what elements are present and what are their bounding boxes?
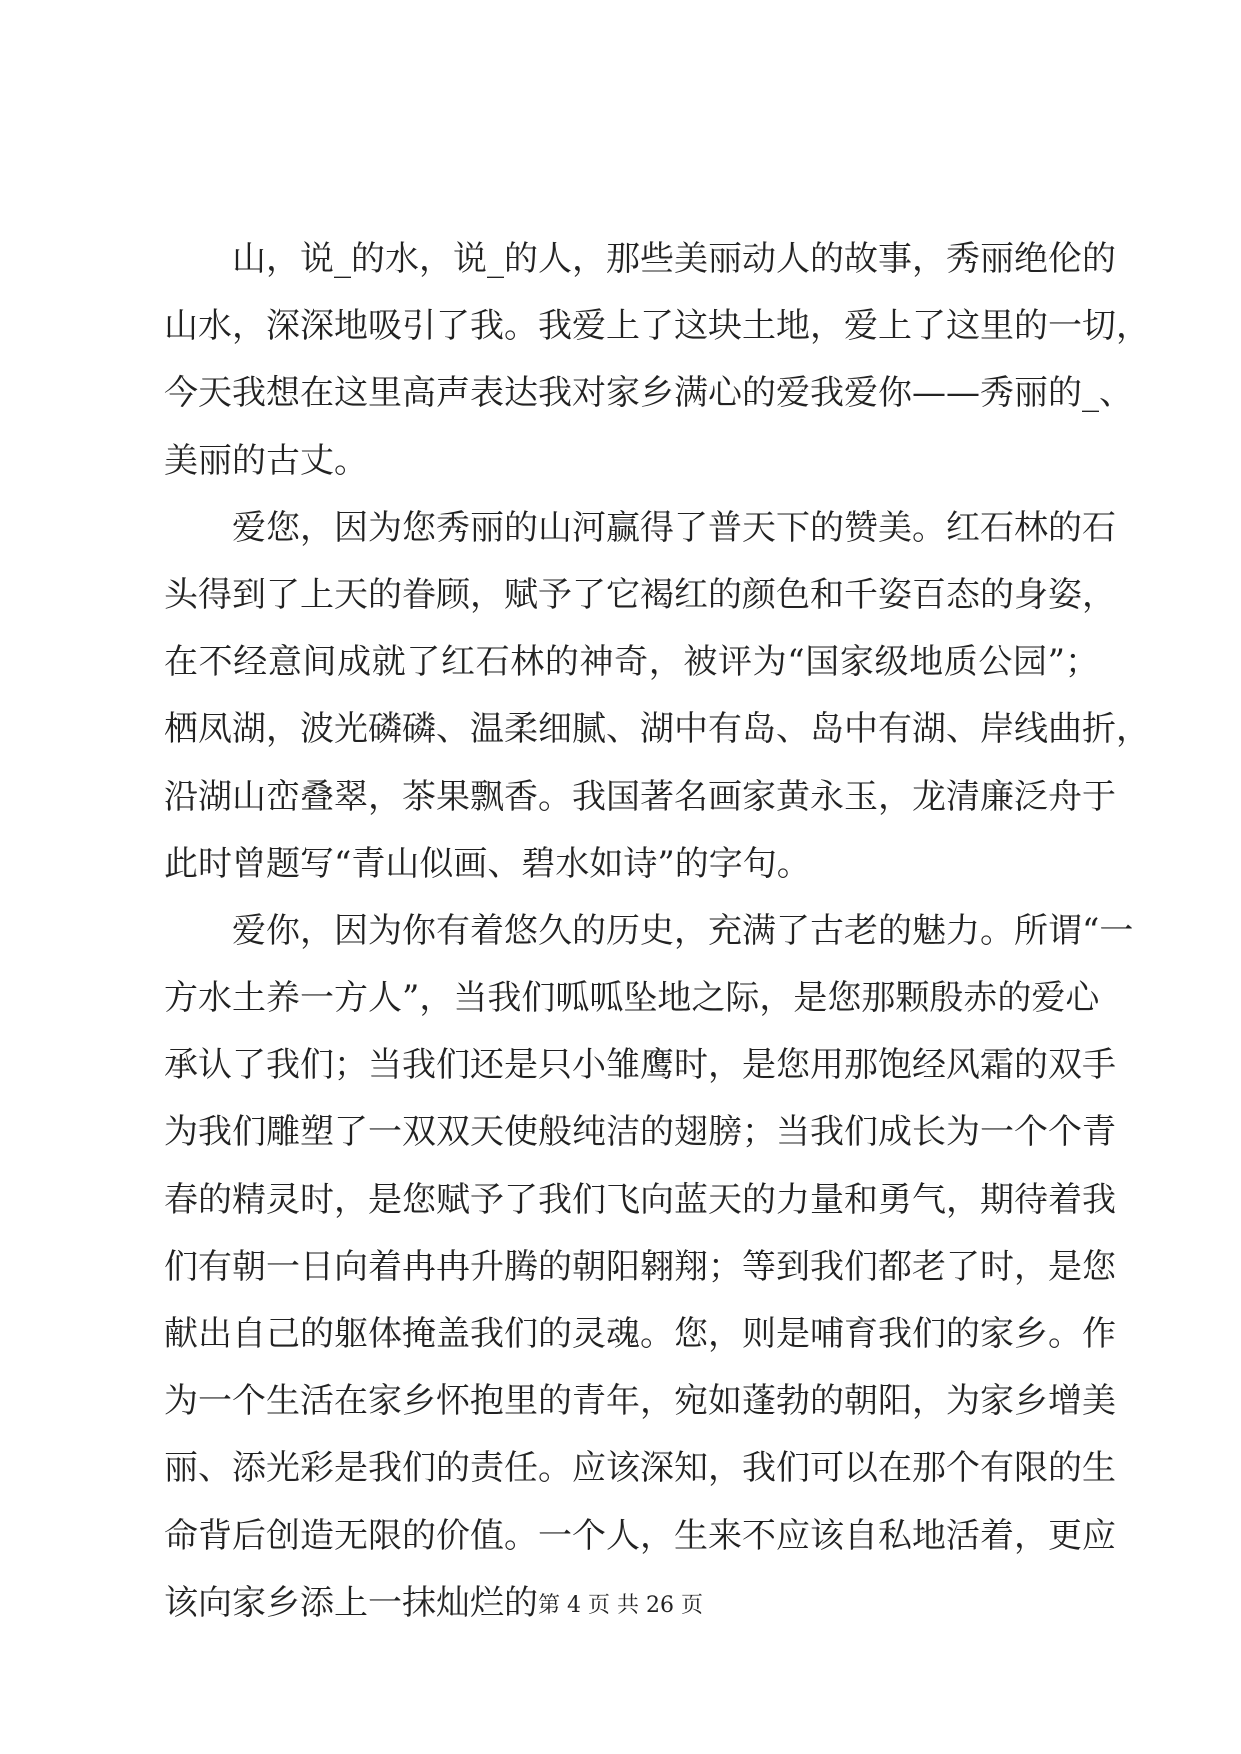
text-line: 山，说_的水，说_的人，那些美丽动人的故事，秀丽绝伦的: [232, 239, 1116, 279]
text-line: 们有朝一日向着冉冉升腾的朝阳翱翔；等到我们都老了时，是您: [164, 1246, 1116, 1287]
text-line: 为我们雕塑了一双双天使般纯洁的翅膀；当我们成长为一个个青: [164, 1112, 1116, 1153]
text-line: 丽、添光彩是我们的责任。应该深知，我们可以在那个有限的生: [164, 1448, 1116, 1489]
page-number-footer: 第 4 页 共 26 页: [538, 1593, 703, 1618]
text-line: 此时曾题写“青山似画、碧水如诗”的字句。: [164, 843, 811, 884]
text-line: 栖凤湖，波光磷磷、温柔细腻、湖中有岛、岛中有湖、岸线曲折，: [164, 709, 1150, 750]
text-line: 命背后创造无限的价值。一个人，生来不应该自私地活着，更应: [164, 1515, 1116, 1556]
text-line: 为一个生活在家乡怀抱里的青年，宛如蓬勃的朝阳，为家乡增美: [164, 1381, 1116, 1422]
text-line: 方水土养一方人”，当我们呱呱坠地之际，是您那颗殷赤的爱心: [164, 978, 1100, 1019]
text-line: 山水，深深地吸引了我。我爱上了这块土地，爱上了这里的一切，: [164, 306, 1150, 347]
text-line: 沿湖山峦叠翠，茶果飘香。我国著名画家黄永玉，龙清廉泛舟于: [164, 776, 1116, 817]
text-line: 春的精灵时，是您赋予了我们飞向蓝天的力量和勇气，期待着我: [164, 1179, 1116, 1220]
text-line: 美丽的古丈。: [164, 440, 368, 481]
text-line: 该向家乡添上一抹灿烂的: [164, 1582, 538, 1623]
text-line: 爱你，因为你有着悠久的历史，充满了古老的魅力。所谓“一: [232, 910, 1134, 951]
text-line: 头得到了上天的眷顾，赋予了它褐红的颜色和千姿百态的身姿，: [164, 574, 1116, 615]
text-line: 在不经意间成就了红石林的神奇，被评为“国家级地质公园”；: [164, 642, 1099, 683]
text-line: 承认了我们；当我们还是只小雏鹰时，是您用那饱经风霜的双手: [164, 1045, 1116, 1086]
text-line: 爱您，因为您秀丽的山河赢得了普天下的赞美。红石林的石: [232, 507, 1116, 548]
text-line: 今天我想在这里高声表达我对家乡满心的爱我爱你——秀丽的_、: [164, 373, 1133, 414]
body-text: [164, 226, 1150, 1637]
text-line: 献出自己的躯体掩盖我们的灵魂。您，则是哺育我们的家乡。作: [164, 1314, 1116, 1354]
